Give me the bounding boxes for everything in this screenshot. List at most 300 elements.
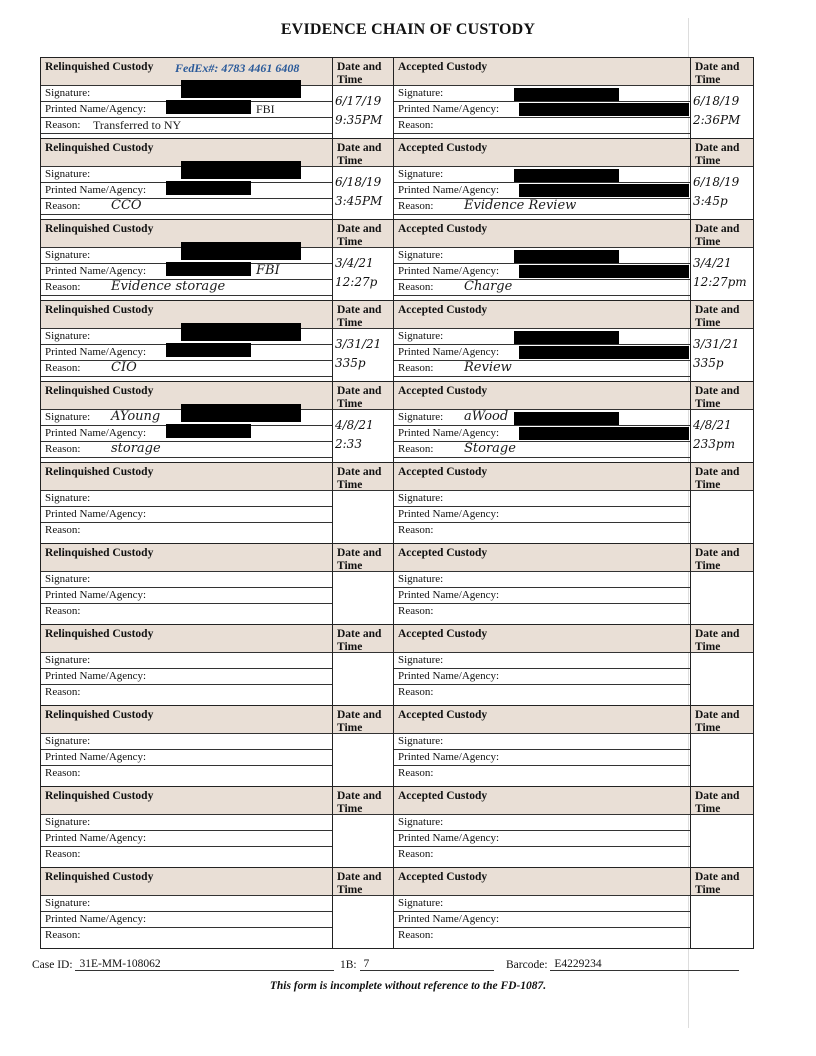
accepted-date-time-cell	[691, 544, 753, 624]
relinquished-date-time-label: Date and Time	[337, 223, 382, 248]
accepted-agency-label: Printed Name/Agency:	[398, 670, 500, 682]
accepted-custody-cell	[394, 625, 691, 705]
accepted-date-time-label: Date and Time	[695, 547, 740, 572]
custody-transfer-entry	[41, 463, 753, 544]
relinquished-signature-label: Signature:	[45, 87, 91, 99]
relinquished-signature-label: Signature:	[45, 735, 91, 747]
accepted-date-time-cell	[691, 220, 753, 300]
accepted-date-time-header	[691, 139, 753, 167]
accepted-reason-label: Reason:	[398, 362, 434, 374]
relinquished-agency-label: Printed Name/Agency:	[45, 670, 147, 682]
relinquished-reason-row[interactable]	[41, 118, 332, 134]
accepted-custody-label: Accepted Custody	[398, 61, 488, 73]
accepted-reason-row[interactable]	[394, 685, 690, 701]
redaction-box	[519, 427, 689, 440]
accepted-signature-label: Signature:	[398, 330, 444, 342]
barcode-field	[506, 958, 739, 971]
redaction-box	[514, 250, 619, 263]
accepted-agency-label: Printed Name/Agency:	[398, 346, 500, 358]
accepted-agency-row[interactable]	[394, 588, 690, 604]
accepted-reason-row[interactable]	[394, 847, 690, 863]
relinquished-reason-value: Evidence storage	[111, 279, 226, 294]
accepted-reason-row[interactable]	[394, 199, 690, 215]
accepted-custody-cell	[394, 139, 691, 219]
redaction-box	[166, 181, 251, 195]
accepted-agency-label: Printed Name/Agency:	[398, 832, 500, 844]
relinquished-agency-label: Printed Name/Agency:	[45, 913, 147, 925]
accepted-agency-label: Printed Name/Agency:	[398, 751, 500, 763]
accepted-date-time-header	[691, 220, 753, 248]
relinquished-custody-label: Relinquished Custody	[45, 628, 154, 640]
accepted-reason-row[interactable]	[394, 604, 690, 620]
custody-transfer-entry	[41, 544, 753, 625]
accepted-date-time-cell	[691, 706, 753, 786]
relinquished-date-time-header	[333, 706, 393, 734]
redaction-box	[181, 404, 301, 422]
custody-transfer-entry	[41, 706, 753, 787]
accepted-signature-row[interactable]	[394, 815, 690, 831]
custody-table	[40, 57, 754, 949]
accepted-reason-row[interactable]	[394, 523, 690, 539]
accepted-custody-cell	[394, 220, 691, 300]
relinquished-signature-label: Signature:	[45, 573, 91, 585]
accepted-date-time-label: Date and Time	[695, 223, 740, 248]
relinquished-custody-label: Relinquished Custody	[45, 61, 154, 73]
relinquished-agency-label: Printed Name/Agency:	[45, 589, 147, 601]
relinquished-reason-value: CIO	[111, 360, 137, 375]
relinquished-date-time-label: Date and Time	[337, 142, 382, 167]
redaction-box	[166, 100, 251, 114]
redaction-box	[519, 265, 689, 278]
redaction-box	[181, 161, 301, 179]
relinquished-date-time-value[interactable]: 3/4/21 12:27p	[335, 256, 378, 289]
custody-transfer-entry	[41, 58, 753, 139]
accepted-date-time-header	[691, 868, 753, 896]
accepted-agency-label: Printed Name/Agency:	[398, 103, 500, 115]
relinquished-agency-row[interactable]	[41, 507, 332, 523]
accepted-reason-label: Reason:	[398, 848, 434, 860]
redaction-box	[181, 80, 301, 98]
accepted-agency-row[interactable]	[394, 912, 690, 928]
relinquished-reason-row[interactable]	[41, 442, 332, 458]
relinquished-custody-cell	[41, 544, 333, 624]
barcode-label: Barcode:	[506, 959, 548, 971]
relinquished-reason-row[interactable]	[41, 280, 332, 296]
accepted-date-time-value[interactable]: 6/18/19 2:36PM	[693, 94, 741, 127]
accepted-custody-label: Accepted Custody	[398, 304, 488, 316]
relinquished-reason-row[interactable]	[41, 361, 332, 377]
relinquished-date-time-label: Date and Time	[337, 547, 382, 572]
accepted-reason-row[interactable]	[394, 766, 690, 782]
redaction-box	[519, 346, 689, 359]
accepted-custody-label: Accepted Custody	[398, 790, 488, 802]
accepted-date-time-value[interactable]: 6/18/19 3:45p	[693, 175, 740, 208]
accepted-custody-header	[394, 139, 690, 167]
accepted-reason-label: Reason:	[398, 605, 434, 617]
relinquished-date-time-value[interactable]: 3/31/21 335p	[335, 337, 382, 370]
relinquished-signature-row[interactable]	[41, 653, 332, 669]
relinquished-custody-cell	[41, 625, 333, 705]
relinquished-signature-row[interactable]	[41, 734, 332, 750]
redaction-box	[181, 323, 301, 341]
relinquished-reason-label: Reason:	[45, 686, 81, 698]
accepted-custody-header	[394, 382, 690, 410]
accepted-reason-row[interactable]	[394, 928, 690, 944]
accepted-custody-cell	[394, 868, 691, 948]
redaction-box	[514, 412, 619, 425]
relinquished-date-time-value[interactable]: 6/17/19 9:35PM	[335, 94, 383, 127]
relinquished-date-time-cell	[333, 58, 394, 138]
relinquished-signature-label: Signature:	[45, 492, 91, 504]
relinquished-date-time-cell	[333, 544, 394, 624]
relinquished-date-time-cell	[333, 220, 394, 300]
relinquished-agency-label: Printed Name/Agency:	[45, 346, 147, 358]
relinquished-reason-row[interactable]	[41, 847, 332, 863]
accepted-custody-label: Accepted Custody	[398, 142, 488, 154]
accepted-custody-label: Accepted Custody	[398, 547, 488, 559]
accepted-signature-row[interactable]	[394, 734, 690, 750]
relinquished-custody-label: Relinquished Custody	[45, 547, 154, 559]
accepted-date-time-cell	[691, 382, 753, 462]
accepted-custody-header	[394, 301, 690, 329]
custody-transfer-entry	[41, 139, 753, 220]
custody-transfer-entry	[41, 382, 753, 463]
relinquished-custody-cell	[41, 787, 333, 867]
accepted-date-time-value[interactable]: 3/4/21 12:27pm	[693, 256, 747, 289]
accepted-reason-label: Reason:	[398, 686, 434, 698]
accepted-agency-row[interactable]	[394, 669, 690, 685]
accepted-date-time-cell	[691, 301, 753, 381]
form-note: This form is incomplete without reference to the FD-1087.	[269, 980, 547, 992]
relinquished-date-time-header	[333, 301, 393, 329]
relinquished-custody-cell	[41, 382, 333, 462]
accepted-custody-label: Accepted Custody	[398, 223, 488, 235]
accepted-reason-row[interactable]	[394, 118, 690, 134]
accepted-date-time-label: Date and Time	[695, 385, 740, 410]
accepted-custody-header	[394, 58, 690, 86]
relinquished-agency-label: Printed Name/Agency:	[45, 265, 147, 277]
accepted-custody-label: Accepted Custody	[398, 385, 488, 397]
relinquished-reason-label: Reason:	[45, 524, 81, 536]
accepted-reason-value: Review	[464, 360, 512, 375]
accepted-custody-cell	[394, 463, 691, 543]
accepted-reason-value: Storage	[464, 441, 516, 456]
fedex-tracking-note: FedEx#: 4783 4461 6408	[175, 61, 300, 75]
accepted-date-time-label: Date and Time	[695, 709, 740, 734]
relinquished-date-time-value[interactable]: 6/18/19 3:45PM	[335, 175, 383, 208]
relinquished-custody-header	[41, 868, 332, 896]
accepted-custody-cell	[394, 382, 691, 462]
accepted-date-time-header	[691, 58, 753, 86]
barcode-value: E4229234	[550, 958, 739, 971]
relinquished-date-time-cell	[333, 463, 394, 543]
ib-label: 1B:	[340, 959, 357, 971]
relinquished-date-time-label: Date and Time	[337, 61, 382, 86]
accepted-custody-label: Accepted Custody	[398, 466, 488, 478]
accepted-custody-header	[394, 625, 690, 653]
relinquished-date-time-cell	[333, 139, 394, 219]
relinquished-custody-cell	[41, 139, 333, 219]
relinquished-signature-label: Signature:	[45, 654, 91, 666]
redaction-box	[519, 103, 689, 116]
accepted-custody-cell	[394, 544, 691, 624]
relinquished-reason-label: Reason:	[45, 119, 81, 131]
accepted-custody-header	[394, 706, 690, 734]
ib-value: 7	[360, 958, 494, 971]
relinquished-agency-label: Printed Name/Agency:	[45, 508, 147, 520]
relinquished-date-time-label: Date and Time	[337, 709, 382, 734]
relinquished-custody-label: Relinquished Custody	[45, 304, 154, 316]
accepted-date-time-cell	[691, 868, 753, 948]
relinquished-date-time-cell	[333, 868, 394, 948]
accepted-signature-label: Signature:	[398, 816, 444, 828]
relinquished-agency-row[interactable]	[41, 831, 332, 847]
relinquished-custody-header	[41, 544, 332, 572]
relinquished-custody-cell	[41, 868, 333, 948]
relinquished-signature-label: Signature:	[45, 249, 91, 261]
relinquished-date-time-label: Date and Time	[337, 466, 382, 491]
redaction-box	[166, 343, 251, 357]
case-id-field	[32, 958, 334, 971]
accepted-reason-value: Evidence Review	[464, 198, 577, 213]
relinquished-custody-cell	[41, 220, 333, 300]
accepted-reason-label: Reason:	[398, 443, 434, 455]
accepted-agency-row[interactable]	[394, 831, 690, 847]
accepted-signature-label: Signature:	[398, 168, 444, 180]
relinquished-date-time-cell	[333, 301, 394, 381]
relinquished-agency-row[interactable]	[41, 750, 332, 766]
relinquished-reason-row[interactable]	[41, 928, 332, 944]
accepted-agency-label: Printed Name/Agency:	[398, 589, 500, 601]
relinquished-agency-value: FBI	[256, 102, 275, 116]
accepted-custody-label: Accepted Custody	[398, 709, 488, 721]
accepted-date-time-label: Date and Time	[695, 142, 740, 167]
relinquished-signature-label: Signature:	[45, 897, 91, 909]
custody-transfer-entry	[41, 625, 753, 706]
relinquished-signature-row[interactable]	[41, 896, 332, 912]
accepted-custody-header	[394, 220, 690, 248]
relinquished-reason-value: Transferred to NY	[93, 118, 182, 132]
relinquished-date-time-header	[333, 868, 393, 896]
relinquished-agency-label: Printed Name/Agency:	[45, 103, 147, 115]
accepted-date-time-label: Date and Time	[695, 871, 740, 896]
accepted-date-time-cell	[691, 58, 753, 138]
accepted-reason-row[interactable]	[394, 280, 690, 296]
relinquished-custody-header	[41, 463, 332, 491]
accepted-reason-label: Reason:	[398, 929, 434, 941]
relinquished-reason-label: Reason:	[45, 848, 81, 860]
relinquished-date-time-header	[333, 544, 393, 572]
relinquished-date-time-cell	[333, 382, 394, 462]
relinquished-custody-label: Relinquished Custody	[45, 466, 154, 478]
accepted-date-time-value[interactable]: 4/8/21 233pm	[693, 418, 735, 451]
relinquished-date-time-label: Date and Time	[337, 628, 382, 653]
relinquished-custody-label: Relinquished Custody	[45, 709, 154, 721]
relinquished-agency-label: Printed Name/Agency:	[45, 751, 147, 763]
relinquished-signature-row[interactable]	[41, 572, 332, 588]
relinquished-custody-label: Relinquished Custody	[45, 385, 154, 397]
relinquished-agency-row[interactable]	[41, 669, 332, 685]
relinquished-agency-label: Printed Name/Agency:	[45, 832, 147, 844]
accepted-reason-label: Reason:	[398, 524, 434, 536]
relinquished-date-time-header	[333, 463, 393, 491]
accepted-agency-label: Printed Name/Agency:	[398, 265, 500, 277]
accepted-custody-cell	[394, 301, 691, 381]
accepted-reason-label: Reason:	[398, 767, 434, 779]
custody-transfer-entry	[41, 301, 753, 382]
redaction-box	[514, 88, 619, 101]
accepted-custody-cell	[394, 706, 691, 786]
accepted-date-time-cell	[691, 463, 753, 543]
accepted-reason-label: Reason:	[398, 119, 434, 131]
relinquished-custody-cell	[41, 463, 333, 543]
relinquished-agency-row[interactable]	[41, 588, 332, 604]
accepted-date-time-cell	[691, 625, 753, 705]
relinquished-agency-value: FBI	[256, 263, 280, 278]
accepted-agency-label: Printed Name/Agency:	[398, 913, 500, 925]
relinquished-date-time-label: Date and Time	[337, 385, 382, 410]
relinquished-date-time-cell	[333, 706, 394, 786]
relinquished-custody-cell	[41, 301, 333, 381]
redaction-box	[166, 262, 251, 276]
accepted-custody-header	[394, 544, 690, 572]
accepted-custody-label: Accepted Custody	[398, 871, 488, 883]
accepted-date-time-header	[691, 706, 753, 734]
custody-transfer-entry	[41, 220, 753, 301]
accepted-signature-value: aWood	[464, 409, 509, 424]
accepted-date-time-header	[691, 625, 753, 653]
relinquished-signature-label: Signature:	[45, 168, 91, 180]
relinquished-custody-label: Relinquished Custody	[45, 871, 154, 883]
relinquished-reason-label: Reason:	[45, 767, 81, 779]
relinquished-date-time-label: Date and Time	[337, 790, 382, 815]
accepted-custody-header	[394, 787, 690, 815]
accepted-reason-label: Reason:	[398, 281, 434, 293]
relinquished-reason-label: Reason:	[45, 281, 81, 293]
custody-transfer-entry	[41, 868, 753, 949]
relinquished-custody-header	[41, 706, 332, 734]
relinquished-custody-label: Relinquished Custody	[45, 142, 154, 154]
relinquished-custody-label: Relinquished Custody	[45, 790, 154, 802]
accepted-custody-cell	[394, 787, 691, 867]
relinquished-reason-label: Reason:	[45, 929, 81, 941]
relinquished-signature-row[interactable]	[41, 491, 332, 507]
relinquished-agency-label: Printed Name/Agency:	[45, 427, 147, 439]
accepted-date-time-value[interactable]: 3/31/21 335p	[693, 337, 740, 370]
relinquished-signature-row[interactable]	[41, 815, 332, 831]
accepted-reason-row[interactable]	[394, 361, 690, 377]
relinquished-reason-label: Reason:	[45, 443, 81, 455]
relinquished-signature-label: Signature:	[45, 411, 91, 423]
accepted-date-time-header	[691, 787, 753, 815]
accepted-signature-row[interactable]	[394, 896, 690, 912]
relinquished-custody-cell	[41, 706, 333, 786]
accepted-reason-label: Reason:	[398, 200, 434, 212]
accepted-reason-value: Charge	[464, 279, 513, 294]
relinquished-date-time-header	[333, 787, 393, 815]
relinquished-reason-row[interactable]	[41, 685, 332, 701]
relinquished-reason-row[interactable]	[41, 523, 332, 539]
relinquished-agency-row[interactable]	[41, 912, 332, 928]
accepted-date-time-cell	[691, 787, 753, 867]
accepted-signature-label: Signature:	[398, 249, 444, 261]
accepted-date-time-header	[691, 463, 753, 491]
accepted-agency-label: Printed Name/Agency:	[398, 427, 500, 439]
redaction-box	[166, 424, 251, 438]
relinquished-custody-label: Relinquished Custody	[45, 223, 154, 235]
accepted-agency-row[interactable]	[394, 507, 690, 523]
accepted-signature-row[interactable]	[394, 572, 690, 588]
relinquished-agency-label: Printed Name/Agency:	[45, 184, 147, 196]
accepted-signature-label: Signature:	[398, 87, 444, 99]
relinquished-date-time-header	[333, 382, 393, 410]
relinquished-reason-row[interactable]	[41, 199, 332, 215]
accepted-signature-label: Signature:	[398, 573, 444, 585]
redaction-box	[519, 184, 689, 197]
relinquished-custody-cell	[41, 58, 333, 138]
relinquished-reason-row[interactable]	[41, 766, 332, 782]
relinquished-reason-value: CCO	[111, 198, 142, 213]
relinquished-reason-label: Reason:	[45, 362, 81, 374]
accepted-date-time-label: Date and Time	[695, 790, 740, 815]
accepted-custody-label: Accepted Custody	[398, 628, 488, 640]
relinquished-date-time-value[interactable]: 4/8/21 2:33	[335, 418, 374, 451]
accepted-signature-row[interactable]	[394, 491, 690, 507]
accepted-signature-row[interactable]	[394, 653, 690, 669]
redaction-box	[181, 242, 301, 260]
relinquished-reason-value: storage	[111, 441, 161, 456]
accepted-custody-header	[394, 868, 690, 896]
page-title: EVIDENCE CHAIN OF CUSTODY	[280, 21, 536, 38]
relinquished-custody-header	[41, 787, 332, 815]
accepted-date-time-label: Date and Time	[695, 61, 740, 86]
accepted-date-time-header	[691, 301, 753, 329]
relinquished-date-time-header	[333, 139, 393, 167]
accepted-date-time-label: Date and Time	[695, 628, 740, 653]
relinquished-reason-row[interactable]	[41, 604, 332, 620]
accepted-date-time-header	[691, 544, 753, 572]
relinquished-date-time-label: Date and Time	[337, 304, 382, 329]
custody-transfer-entry	[41, 787, 753, 868]
accepted-signature-label: Signature:	[398, 735, 444, 747]
relinquished-signature-value: AYoung	[111, 409, 161, 424]
relinquished-date-time-cell	[333, 625, 394, 705]
accepted-agency-row[interactable]	[394, 750, 690, 766]
accepted-date-time-label: Date and Time	[695, 466, 740, 491]
accepted-signature-label: Signature:	[398, 654, 444, 666]
relinquished-date-time-header	[333, 220, 393, 248]
accepted-signature-label: Signature:	[398, 492, 444, 504]
relinquished-reason-label: Reason:	[45, 200, 81, 212]
relinquished-signature-label: Signature:	[45, 816, 91, 828]
case-id-label: Case ID:	[32, 959, 73, 971]
accepted-custody-cell	[394, 58, 691, 138]
accepted-signature-label: Signature:	[398, 897, 444, 909]
relinquished-date-time-cell	[333, 787, 394, 867]
relinquished-reason-label: Reason:	[45, 605, 81, 617]
accepted-reason-row[interactable]	[394, 442, 690, 458]
relinquished-date-time-header	[333, 625, 393, 653]
redaction-box	[514, 169, 619, 182]
case-id-value: 31E-MM-108062	[75, 958, 334, 971]
relinquished-signature-label: Signature:	[45, 330, 91, 342]
relinquished-custody-header	[41, 625, 332, 653]
accepted-agency-label: Printed Name/Agency:	[398, 508, 500, 520]
redaction-box	[514, 331, 619, 344]
accepted-date-time-header	[691, 382, 753, 410]
accepted-signature-label: Signature:	[398, 411, 444, 423]
accepted-date-time-label: Date and Time	[695, 304, 740, 329]
